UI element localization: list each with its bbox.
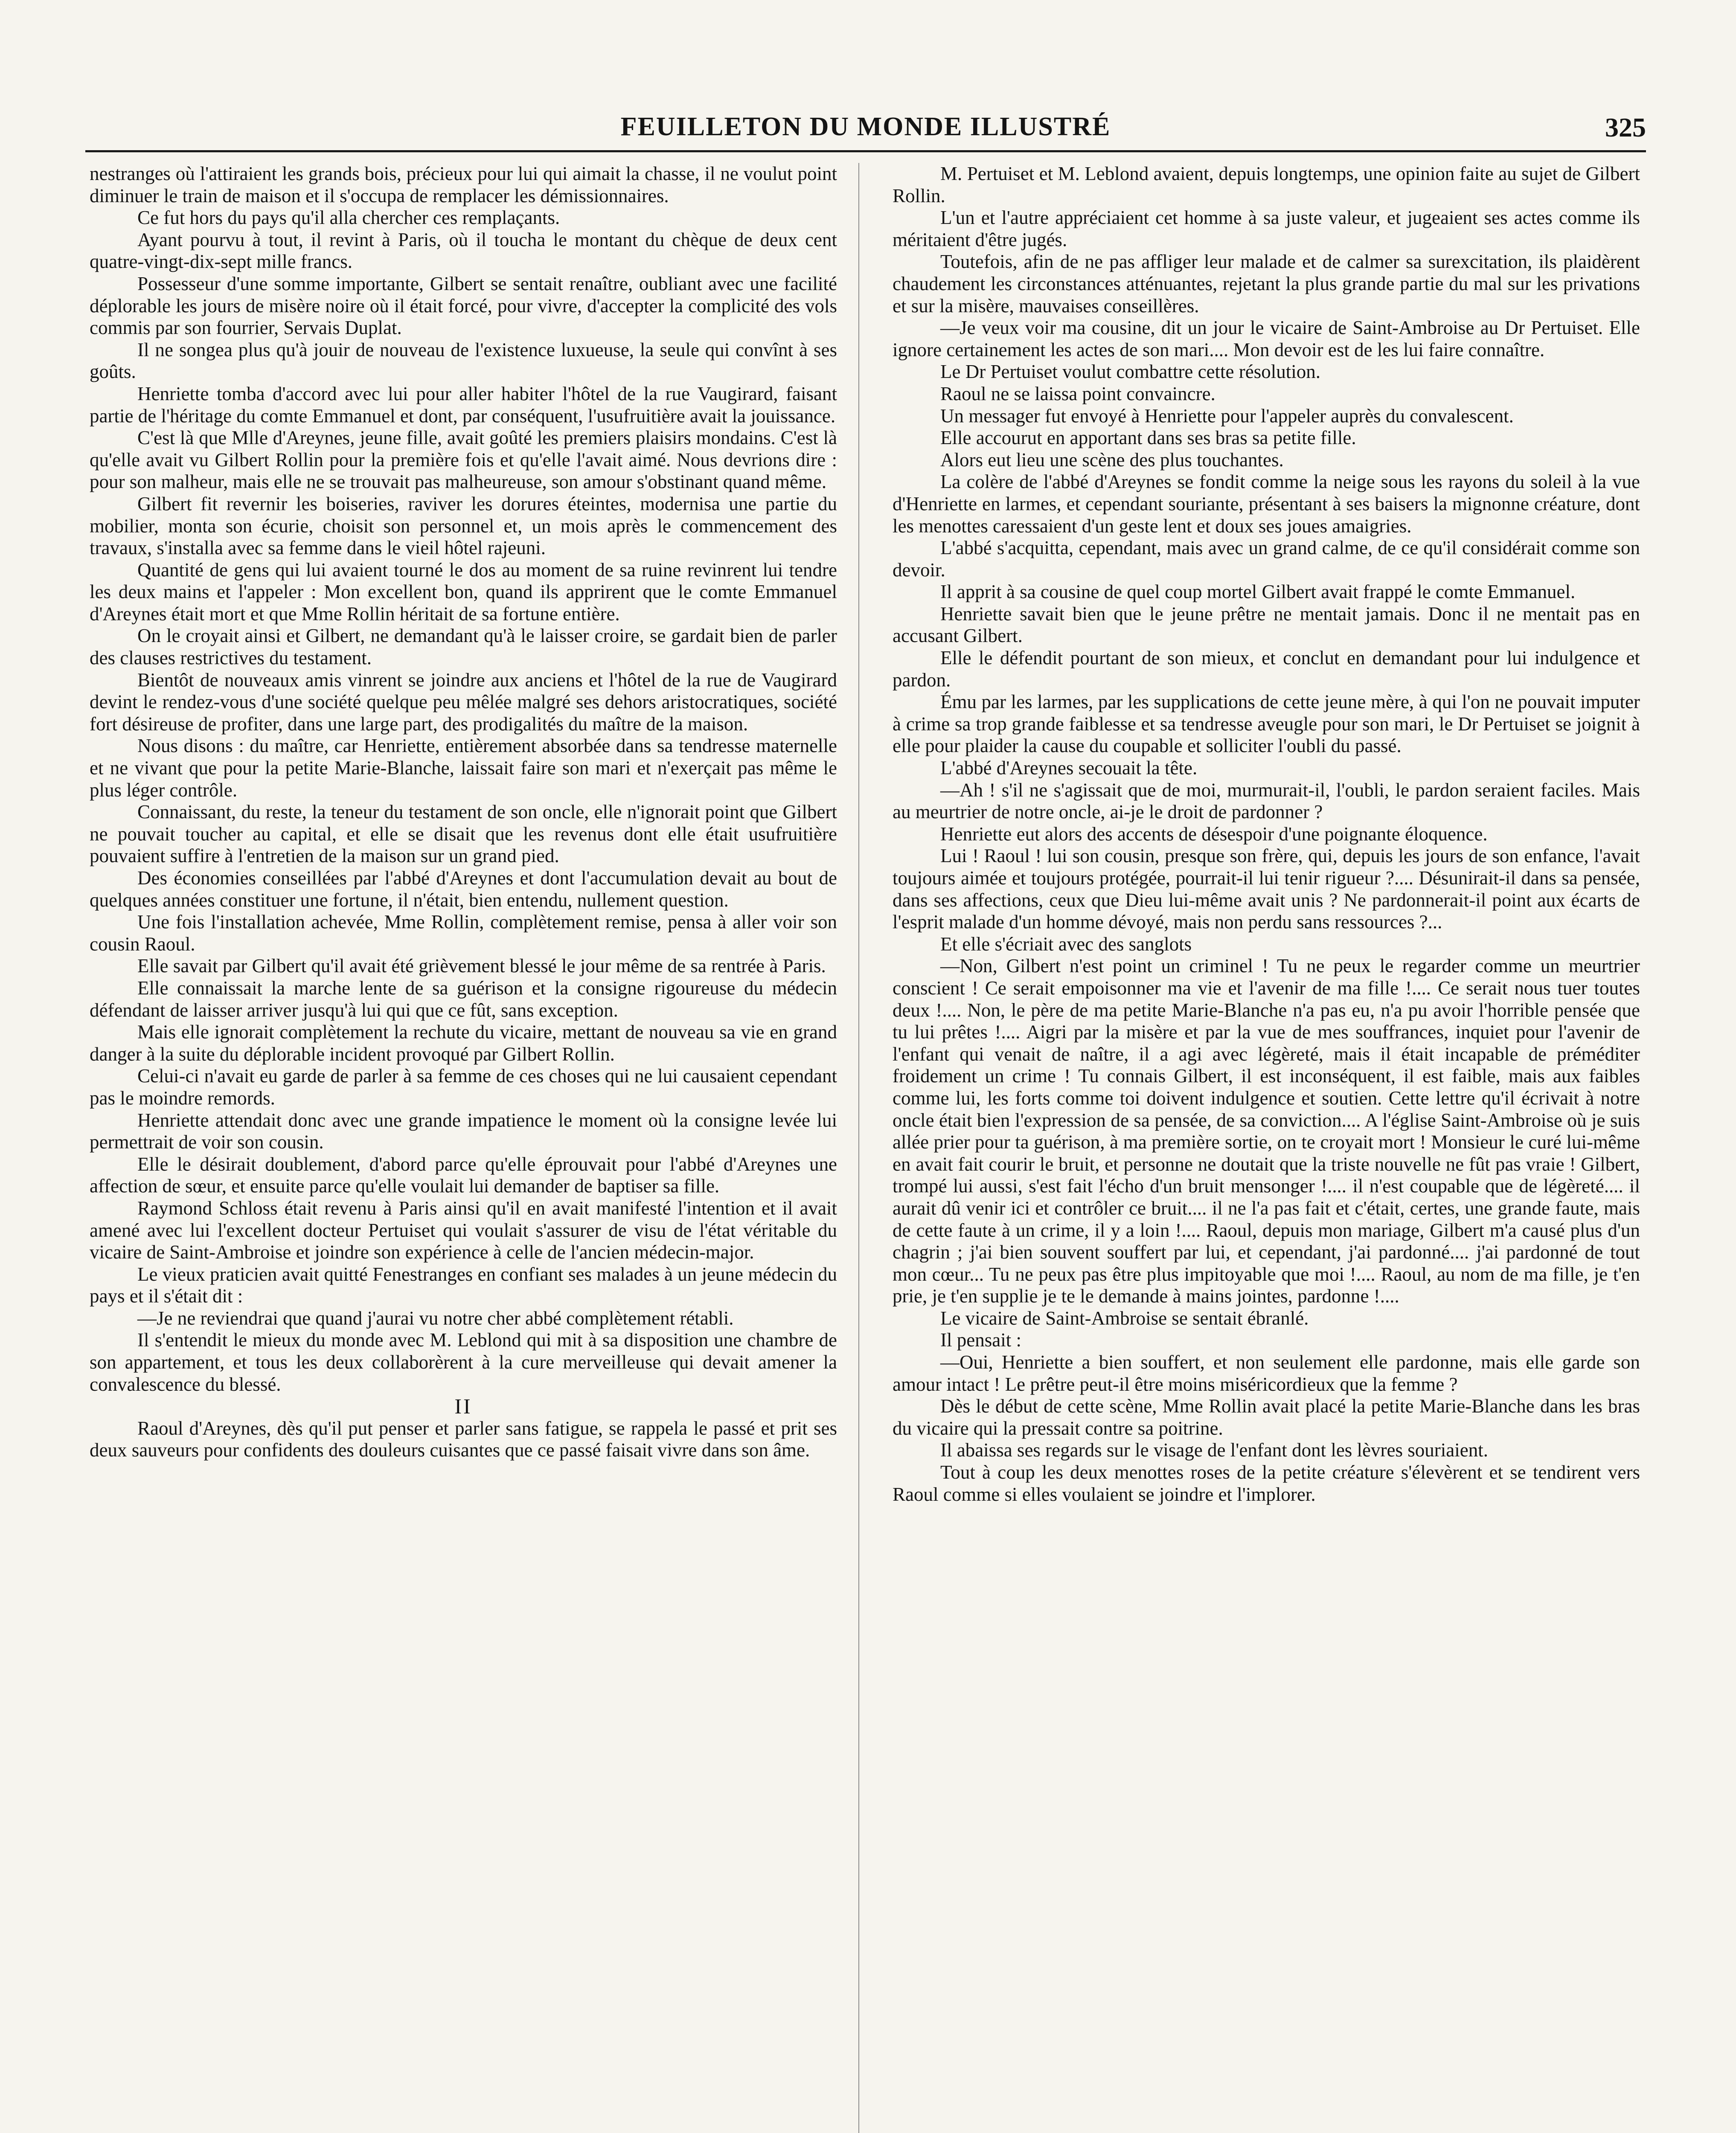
header-title: FEUILLETON DU MONDE ILLUSTRÉ (620, 112, 1111, 141)
paragraph: Connaissant, du reste, la teneur du testament de son oncle, elle n'ignorait point que Gilbert ne pouvait toucher au capital, et elle se disait que les revenus dont elle était usufruitière pouvaient suffire à l'entretien de la maison sur un grand pied. (90, 801, 837, 867)
paragraph: Possesseur d'une somme importante, Gilbert se sentait renaître, oubliant avec une facilité déplorable les jours de misère noire où il était forcé, pour vivre, d'accepter la complicité des vols commis par son fourrier, Servais Duplat. (90, 273, 837, 339)
paragraph: La colère de l'abbé d'Areynes se fondit comme la neige sous les rayons du soleil à la vue d'Henriette en larmes, et cependant souriante, présentant à ses baisers la mignonne créature, dont les menottes caressaient d'un geste lent et doux ses joues amaigries. (893, 471, 1640, 537)
paragraph: C'est là que Mlle d'Areynes, jeune fille, avait goûté les premiers plaisirs mondains. C'est là qu'elle avait vu Gilbert Rollin pour la première fois et qu'elle l'avait aimé. Nous devrions dire : pour son malheur, mais elle ne se trouvait pas malheureuse, son amour s'obstinant quand même. (90, 427, 837, 493)
page-number: 325 (1605, 112, 1646, 142)
paragraph: Alors eut lieu une scène des plus touchantes. (940, 449, 1284, 471)
paragraph: Et elle s'écriait avec des sanglots (940, 933, 1192, 955)
paragraph: Il s'entendit le mieux du monde avec M. Leblond qui mit à sa disposition une chambre de son appartement, et tous les deux collaborèrent à la cure merveilleuse qui devait amener la convalescence du blessé. (90, 1329, 837, 1395)
paragraph: —Je veux voir ma cousine, dit un jour le vicaire de Saint-Ambroise au Dr Pertuiset. Elle ignore certainement les actes de son mari.... Mon devoir est de les lui faire connaître. (893, 317, 1640, 360)
paragraph: Elle accourut en apportant dans ses bras sa petite fille. (940, 427, 1356, 449)
paragraph: Le vieux praticien avait quitté Fenestranges en confiant ses malades à un jeune médecin du pays et il s'était dit : (90, 1263, 837, 1307)
paragraph: Henriette savait bien que le jeune prêtre ne mentait jamais. Donc il ne mentait pas en accusant Gilbert. (893, 603, 1640, 647)
paragraph: Elle le défendit pourtant de son mieux, et conclut en demandant pour lui indulgence et pardon. (893, 647, 1640, 691)
paragraph: Le Dr Pertuiset voulut combattre cette résolution. (940, 361, 1320, 383)
paragraph: Ce fut hors du pays qu'il alla chercher ces remplaçants. (137, 207, 560, 229)
paragraph: —Oui, Henriette a bien souffert, et non seulement elle pardonne, mais elle garde son amour intact ! Le prêtre peut-il être moins miséricordieux que la femme ? (893, 1351, 1640, 1395)
paragraph: L'un et l'autre appréciaient cet homme à sa juste valeur, et jugeaient ses actes comme ils méritaient d'être jugés. (893, 207, 1640, 250)
left-column (90, 163, 837, 2133)
paragraph: Henriette eut alors des accents de désespoir d'une poignante éloquence. (940, 823, 1488, 845)
paragraph: L'abbé d'Areynes secouait la tête. (940, 757, 1198, 779)
paragraph: On le croyait ainsi et Gilbert, ne demandant qu'à le laisser croire, se gardait bien de parler des clauses restrictives du testament. (90, 625, 837, 669)
paragraph: M. Pertuiset et M. Leblond avaient, depuis longtemps, une opinion faite au sujet de Gilbert Rollin. (893, 163, 1640, 206)
paragraph: Henriette tomba d'accord avec lui pour aller habiter l'hôtel de la rue Vaugirard, faisant partie de l'héritage du comte Emmanuel et dont, par conséquent, l'usufruitière avait la jouissance. (90, 383, 837, 427)
header-rule (85, 150, 1646, 152)
paragraph: Elle savait par Gilbert qu'il avait été grièvement blessé le jour même de sa rentrée à Paris. (137, 955, 826, 977)
paragraph: Bientôt de nouveaux amis vinrent se joindre aux anciens et l'hôtel de la rue de Vaugirard devint le rendez-vous d'une société quelque peu mêlée malgré ses dehors aristocratiques, société fort désireuse de profiter, dans une large part, des prodigalités du maître de la maison. (90, 669, 837, 735)
paragraph: Raoul ne se laissa point convaincre. (940, 383, 1215, 404)
paragraph: Celui-ci n'avait eu garde de parler à sa femme de ces choses qui ne lui causaient cependant pas le moindre remords. (90, 1065, 837, 1109)
paragraph: Dès le début de cette scène, Mme Rollin avait placé la petite Marie-Blanche dans les bras du vicaire qui la pressait contre sa poitrine. (893, 1395, 1640, 1439)
paragraph: Toutefois, afin de ne pas affliger leur malade et de calmer sa surexcitation, ils plaidèrent chaudement les circonstances atténuantes, rejetant la plus grande partie du mal sur les privations et sur la misère, mauvaises conseillères. (893, 251, 1640, 317)
paragraph: Raymond Schloss était revenu à Paris ainsi qu'il en avait manifesté l'intention et il avait amené avec lui l'excellent docteur Pertuiset qui voulait s'assurer de visu de l'état véritable du vicaire de Saint-Ambroise et joindre son expérience à celle de l'ancien médecin-major. (90, 1197, 837, 1263)
page-header (85, 112, 1646, 151)
paragraph: Nous disons : du maître, car Henriette, entièrement absorbée dans sa tendresse maternelle et ne vivant que pour la petite Marie-Blanche, laissait faire son mari et n'exerçait pas même le plus léger contrôle. (90, 735, 837, 801)
paragraph: Tout à coup les deux menottes roses de la petite créature s'élevèrent et se tendirent vers Raoul comme si elles voulaient se joindre et l'implorer. (893, 1462, 1640, 1505)
column-divider (858, 163, 859, 2133)
paragraph: Lui ! Raoul ! lui son cousin, presque son frère, qui, depuis les jours de son enfance, l'avait toujours aimée et toujours protégée, pourrait-il lui tenir rigueur ?.... Désunirait-il dans sa pensée, dans ses affections, ceux que Dieu lui-même avait unis ? Ne pardonnerait-il point aux écarts de l'esprit malade d'un homme dévoyé, mais non perdu sans ressources ?... (893, 845, 1640, 933)
section-heading: II (454, 1394, 472, 1418)
paragraph: Il abaissa ses regards sur le visage de l'enfant dont les lèvres souriaient. (940, 1439, 1488, 1461)
paragraph: Une fois l'installation achevée, Mme Rollin, complètement remise, pensa à aller voir son cousin Raoul. (90, 911, 837, 955)
paragraph: Ému par les larmes, par les supplications de cette jeune mère, à qui l'on ne pouvait imputer à crime sa trop grande faiblesse et sa tendresse aveugle pour son mari, le Dr Pertuiset se joignit à elle pour plaider la cause du coupable et solliciter l'oubli du passé. (893, 691, 1640, 757)
paragraph: —Non, Gilbert n'est point un criminel ! Tu ne peux le regarder comme un meurtrier conscient ! Ce serait empoisonner ma vie et l'avenir de ma fille !.... Ce serait nous tuer toutes deux !.... Non, le père de ma petite Marie-Blanche n'a pas eu, n'a pu avoir l'horrible pensée que tu lui prêtes !.... Aigri par la misère et par la vue de mes souffrances, inquiet pour l'avenir de l'enfant qui venait de naître, il a agi avec légèreté, mais il était incapable de préméditer froidement un crime ! Tu connais Gilbert, il est inconséquent, il est faible, mais aux faibles comme lui, les forts comme toi doivent indulgence et soutien. Cette lettre qu'il écrivait à notre oncle était bien l'expression de sa pensée, de sa conviction.... A l'église Saint-Ambroise où je suis allée prier pour ta guérison, à ma première sortie, on te croyait mort ! Monsieur le curé lui-même en avait fait courir le bruit, et personne ne doutait que la triste nouvelle ne fût pas vraie ! Gilbert, trompé lui aussi, s'est fait l'écho d'un bruit mensonger !.... il n'est coupable que de légèreté.... il aurait dû venir ici et contrôler ce bruit.... il ne l'a pas fait et c'était, certes, une grande faute, mais de cette faute à un crime, il y a loin !.... Raoul, depuis mon mariage, Gilbert m'a causé plus d'un chagrin ; j'ai bien souvent souffert par lui, et cependant, j'ai pardonné.... j'ai pardonné de tout mon cœur... Tu ne peux pas être plus impitoyable que moi !.... Raoul, au nom de ma fille, je t'en prie, je t'en supplie je te le demande à mains jointes, pardonne !.... (893, 955, 1640, 1307)
paragraph: Ayant pourvu à tout, il revint à Paris, où il toucha le montant du chèque de deux cent quatre-vingt-dix-sept mille francs. (90, 229, 837, 273)
paragraph: Raoul d'Areynes, dès qu'il put penser et parler sans fatigue, se rappela le passé et prit ses deux sauveurs pour confidents des douleurs cuisantes que ce passé faisait vivre dans son âme. (90, 1417, 837, 1461)
paragraph: Elle connaissait la marche lente de sa guérison et la consigne rigoureuse du médecin défendant de laisser arriver jusqu'à lui qui que ce fût, sans exception. (90, 977, 837, 1021)
paragraph: Il ne songea plus qu'à jouir de nouveau de l'existence luxueuse, la seule qui convînt à ses goûts. (90, 339, 837, 383)
paragraph: Quantité de gens qui lui avaient tourné le dos au moment de sa ruine revinrent lui tendre les deux mains et l'appeler : Mon excellent bon, quand ils apprirent que le comte Emmanuel d'Areynes était mort et que Mme Rollin héritait de sa fortune entière. (90, 559, 837, 625)
paragraph: nestranges où l'attiraient les grands bois, précieux pour lui qui aimait la chasse, il ne voulut point diminuer le train de maison et il s'occupa de remplacer les démissionnaires. (90, 163, 837, 206)
paragraph: Le vicaire de Saint-Ambroise se sentait ébranlé. (940, 1307, 1309, 1329)
right-column (893, 163, 1640, 2133)
paragraph: Gilbert fit revernir les boiseries, raviver les dorures éteintes, modernisa une partie du mobilier, monta son écurie, choisit son personnel et, un mois après le commencement des travaux, s'installa avec sa femme dans le vieil hôtel rajeuni. (90, 493, 837, 559)
paragraph: Henriette attendait donc avec une grande impatience le moment où la consigne levée lui permettrait de voir son cousin. (90, 1109, 837, 1153)
paragraph: Elle le désirait doublement, d'abord parce qu'elle éprouvait pour l'abbé d'Areynes une affection de sœur, et ensuite parce qu'elle voulait lui demander de baptiser sa fille. (90, 1153, 837, 1197)
paragraph: Mais elle ignorait complètement la rechute du vicaire, mettant de nouveau sa vie en grand danger à la suite du déplorable incident provoqué par Gilbert Rollin. (90, 1021, 837, 1065)
paragraph: Des économies conseillées par l'abbé d'Areynes et dont l'accumulation devait au bout de quelques années constituer une fortune, il n'était, bien entendu, nullement question. (90, 867, 837, 911)
paragraph: Il apprit à sa cousine de quel coup mortel Gilbert avait frappé le comte Emmanuel. (940, 581, 1576, 603)
paragraph: —Je ne reviendrai que quand j'aurai vu notre cher abbé complètement rétabli. (137, 1307, 734, 1329)
paragraph: Un messager fut envoyé à Henriette pour l'appeler auprès du convalescent. (940, 405, 1514, 427)
paragraph: —Ah ! s'il ne s'agissait que de moi, murmurait-il, l'oubli, le pardon seraient faciles. Mais au meurtrier de notre oncle, ai-je le droit de pardonner ? (893, 779, 1640, 823)
paragraph: Il pensait : (940, 1329, 1021, 1351)
paragraph: L'abbé s'acquitta, cependant, mais avec un grand calme, de ce qu'il considérait comme son devoir. (893, 537, 1640, 581)
